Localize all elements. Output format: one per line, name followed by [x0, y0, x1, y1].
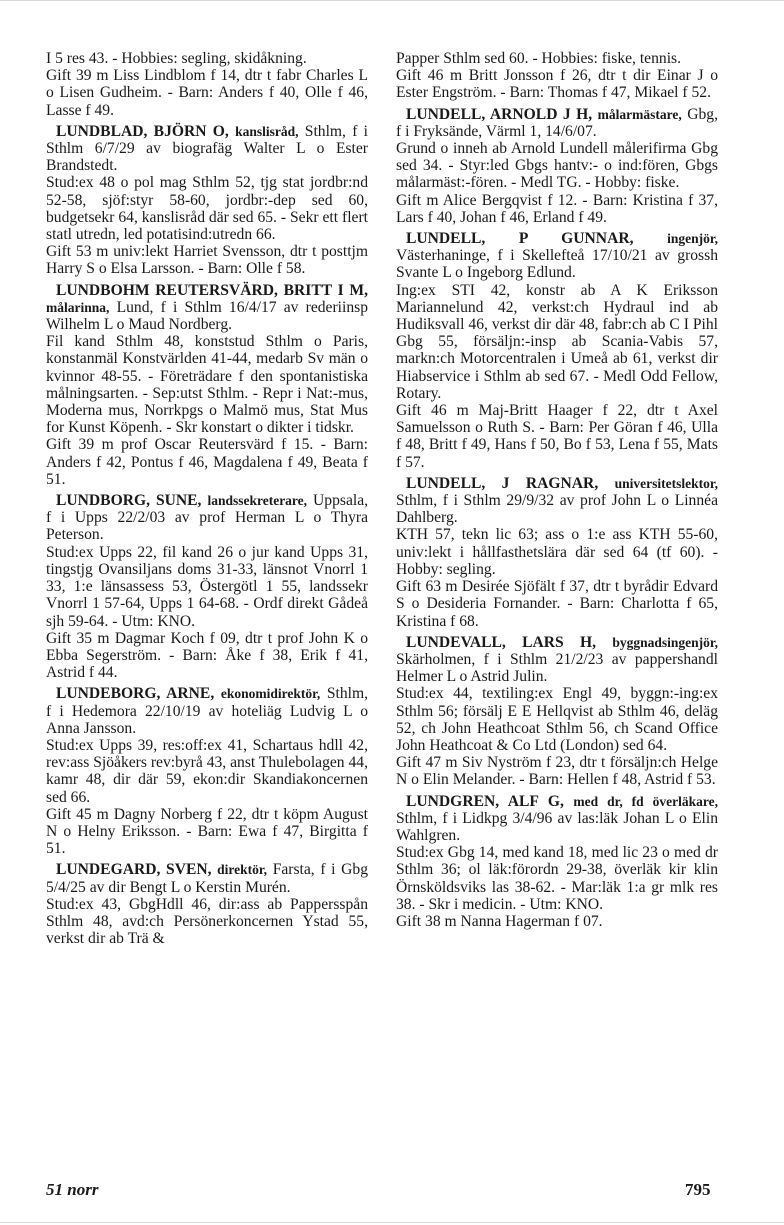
person-origin: Lund, f i Sthlm 16/4/17 av rederiinsp Wilhelm L o Maud Nordberg.	[46, 298, 368, 334]
entry-paragraph: Gift 35 m Dagmar Koch f 09, dtr t prof John K o Ebba Segerström. - Barn: Åke f 38, Erik f 41, Astrid f 44.	[46, 629, 368, 682]
entry-paragraph: Stud:ex Gbg 14, med kand 18, med lic 23 o med dr Sthlm 36; ol läk:förordn 29-38, överläk kir klin Örnsköldsviks las 38-62. - Mar:läk 1:a gr mlk res 38. - Skr i medicin. - Utm: KNO.	[396, 844, 718, 913]
entry-paragraph: Gift 39 m prof Oscar Reutersvärd f 15. - Barn: Anders f 42, Pontus f 46, Magdalena f 49, Beata f 51.	[46, 436, 368, 488]
entry-heading	[396, 475, 718, 527]
biography-entry	[396, 106, 718, 226]
entry-heading	[46, 123, 368, 175]
person-title: målarinna,	[46, 299, 110, 315]
biography-entry	[46, 685, 368, 857]
top-edge-line	[0, 0, 784, 1]
entry-paragraph: Papper Sthlm sed 60. - Hobbies: fiske, tennis.	[396, 50, 681, 67]
entry-paragraph: Gift m Alice Bergqvist f 12. - Barn: Kristina f 37, Lars f 40, Johan f 46, Erland f 49.	[396, 191, 718, 226]
right-column	[396, 50, 718, 934]
person-origin: Skärholmen, f i Sthlm 21/2/23 av pappershandl Helmer L o Astrid Julin.	[396, 650, 718, 686]
biography-entry	[396, 793, 718, 931]
person-origin: Sthlm, f i Hedemora 22/10/19 av hoteliäg Ludvig L o Anna Jansson.	[46, 685, 369, 737]
biography-entry	[46, 282, 368, 488]
person-name: LUNDBOHM REUTERSVÄRD, BRITT I M,	[56, 281, 368, 299]
biography-entry	[396, 475, 718, 630]
person-title: med dr, fd överläkare,	[573, 793, 718, 809]
entry-paragraph: Stud:ex 43, GbgHdll 46, dir:ass ab Pappersspån Sthlm 48, avd:ch Persönerkoncernen Ystad 55, verkst dir ab Trä &	[46, 895, 368, 948]
person-name: LUNDEVALL, LARS H,	[406, 633, 597, 651]
person-name: LUNDEGARD, SVEN,	[56, 861, 212, 879]
section-footer: 51 norr	[46, 1180, 99, 1199]
person-name: LUNDBORG, SUNE,	[56, 492, 202, 510]
entry-heading	[46, 685, 368, 737]
biography-entry	[46, 123, 368, 278]
person-origin: Sthlm, f i Lidkpg 3/4/96 av las:läk Johan L o Elin Wahlgren.	[396, 809, 718, 844]
entry-paragraph: Ing:ex STI 42, konstr ab A K Eriksson Mariannelund 42, verkst:ch Hydraul ind ab Hudiksvall 46, verkst dir där 48, fabr:ch ab C I Pihl Gbg 55, försäljn:-insp ab Scania-Vabis 57, markn:ch Motorcentralen i Umeå ab 61, verkst dir Hiabservice i Sthlm ab sed 67. - Medl Odd Fellow, Rotary.	[396, 281, 718, 402]
entry-paragraph: Gift 46 m Britt Jonsson f 26, dtr t dir Einar J o Ester Engström. - Barn: Thomas f 47, Mikael f 52.	[396, 67, 718, 102]
entry-paragraph: Gift 46 m Maj-Britt Haager f 22, dtr t Axel Samuelsson o Ruth S. - Barn: Per Göran f 46, Ulla f 48, Britt f 49, Hans f 50, Bo f 53, Lena f 55, Mats f 57.	[396, 402, 718, 471]
entry-paragraph: Grund o inneh ab Arnold Lundell målerifirma Gbg sed 34. - Styr:led Gbgs hantv:- o ind:fören, Gbgs målarmäst:-fören. - Medl TG. - Hobby: fiske.	[396, 140, 718, 192]
entry-paragraph: Gift 45 m Dagny Norberg f 22, dtr t köpm August N o Helny Eriksson. - Barn: Ewa f 47, Birgitta f 51.	[46, 805, 368, 858]
person-origin: Sthlm, f i Sthlm 29/9/32 av prof John L o Linnéa Dahlberg.	[396, 492, 718, 527]
page-number: 795	[685, 1180, 711, 1199]
biography-entry	[396, 634, 718, 789]
bottom-edge-line	[0, 1222, 784, 1223]
continued-entry	[396, 50, 718, 102]
person-origin: Västerhaninge, f i Skellefteå 17/10/21 av grossh Svante L o Ingeborg Edlund.	[396, 247, 718, 282]
entry-paragraph: Gift 38 m Nanna Hagerman f 07.	[396, 912, 603, 930]
person-title: ekonomidirektör,	[220, 686, 321, 702]
person-title: universitetslektor,	[614, 475, 718, 491]
entry-heading	[396, 793, 718, 845]
entry-paragraph: Stud:ex 48 o pol mag Sthlm 52, tjg stat jordbr:nd 52-58, sjöf:styr 58-60, jordbr:-dep sed 60, budgetsekr 64, kanslisråd där sed 65. - Sekr ett flert statl utredn, led potatisind:utredn 66.	[46, 174, 368, 244]
entry-paragraph: Stud:ex Upps 22, fil kand 26 o jur kand Upps 31, tingstjg Ovansiljans doms 31-33, länsnot Vnorrl 1 33, 1:e länsassess 53, Östergötl 1 55, landssekr Vnorrl 1 57-64, Upps 1 64-68. - Ordf direkt Gådeå sjh 59-64. - Utm: KNO.	[46, 543, 368, 630]
entry-heading	[396, 230, 718, 282]
entry-paragraph: Stud:ex Upps 39, res:off:ex 41, Schartaus hdll 42, rev:ass Sjöåkers rev:byrå 43, anst Thulebolagen 44, kamr 48, dir där 59, ekon:dir Skandiakoncernen sed 66.	[46, 736, 368, 806]
person-name: LUNDELL, P GUNNAR,	[406, 230, 634, 248]
entry-paragraph: Gift 53 m univ:lekt Harriet Svensson, dtr t posttjm Harry S o Elsa Larsson. - Barn: Olle f 58.	[46, 243, 368, 278]
entry-heading	[396, 634, 718, 686]
entry-heading	[46, 861, 368, 895]
biography-entry	[396, 230, 718, 471]
entry-heading	[396, 106, 718, 140]
continued-entry	[46, 50, 368, 119]
entry-paragraph: Stud:ex 44, textiling:ex Engl 49, byggn:-ing:ex Sthlm 56; försälj E E Hellqvist ab Sthlm 46, deläg 52, ch John Heathcoat Sthlm 56, ch Scand Office John Heathcoat & Co Ltd (London) sed 64.	[396, 685, 718, 754]
person-name: LUNDEBORG, ARNE,	[56, 685, 215, 703]
entry-paragraph: Fil kand Sthlm 48, konststud Sthlm o Paris, konstanmäl Konstvärlden 41-44, medarb Sv män o kvinnor 48-55. - Företrädare f den spontanistiska målningsarten. - Sep:utst Sthlm. - Repr i Nat:-mus, Moderna mus, Norrkpgs o Malmö mus, Stat Mus for Kunst Köpenh. - Skr konstart o dikter i tidskr.	[46, 333, 368, 437]
person-name: LUNDBLAD, BJÖRN O,	[56, 122, 229, 140]
person-origin: Gbg, f i Fryksände, Värml 1, 14/6/07.	[396, 105, 719, 140]
person-title: kanslisråd,	[235, 123, 299, 139]
person-title: byggnadsingenjör,	[612, 634, 719, 650]
biography-entry	[46, 492, 368, 681]
person-title: landssekreterare,	[207, 493, 308, 509]
entry-paragraph: Gift 63 m Desirée Sjöfält f 37, dtr t byrådir Edvard S o Desideria Fornander. - Barn: Charlotta f 65, Kristina f 68.	[396, 578, 718, 630]
entry-paragraph: Gift 47 m Siv Nyström f 23, dtr t försäljn:ch Helge N o Elin Melander. - Barn: Hellen f 48, Astrid f 53.	[396, 754, 718, 789]
entry-heading	[46, 492, 368, 544]
person-title: ingenjör,	[667, 231, 718, 247]
person-title: direktör,	[217, 862, 268, 878]
entry-heading	[46, 282, 368, 334]
entry-paragraph: KTH 57, tekn lic 63; ass o 1:e ass KTH 55-60, univ:lekt i hållfasthetslära där sed 64 (tf 60). - Hobby: segling.	[396, 526, 718, 578]
person-name: LUNDELL, ARNOLD J H,	[406, 105, 593, 123]
entry-paragraph: I 5 res 43. - Hobbies: segling, skidåkning.	[46, 50, 307, 67]
person-name: LUNDGREN, ALF G,	[406, 792, 564, 810]
person-origin: Uppsala, f i Upps 22/2/03 av prof Herman L o Thyra Peterson.	[46, 492, 369, 544]
person-origin: Sthlm, f i Sthlm 6/7/29 av biografäg Walter L o Ester Brandstedt.	[46, 122, 368, 175]
person-origin: Farsta, f i Gbg 5/4/25 av dir Bengt L o Kerstin Murén.	[46, 861, 368, 896]
person-name: LUNDELL, J RAGNAR,	[406, 474, 599, 492]
biography-entry	[46, 861, 368, 947]
person-title: målarmästare,	[597, 106, 682, 122]
left-column	[46, 50, 368, 951]
entry-paragraph: Gift 39 m Liss Lindblom f 14, dtr t fabr Charles L o Lisen Gudheim. - Barn: Anders f 40, Olle f 46, Lasse f 49.	[46, 67, 368, 119]
